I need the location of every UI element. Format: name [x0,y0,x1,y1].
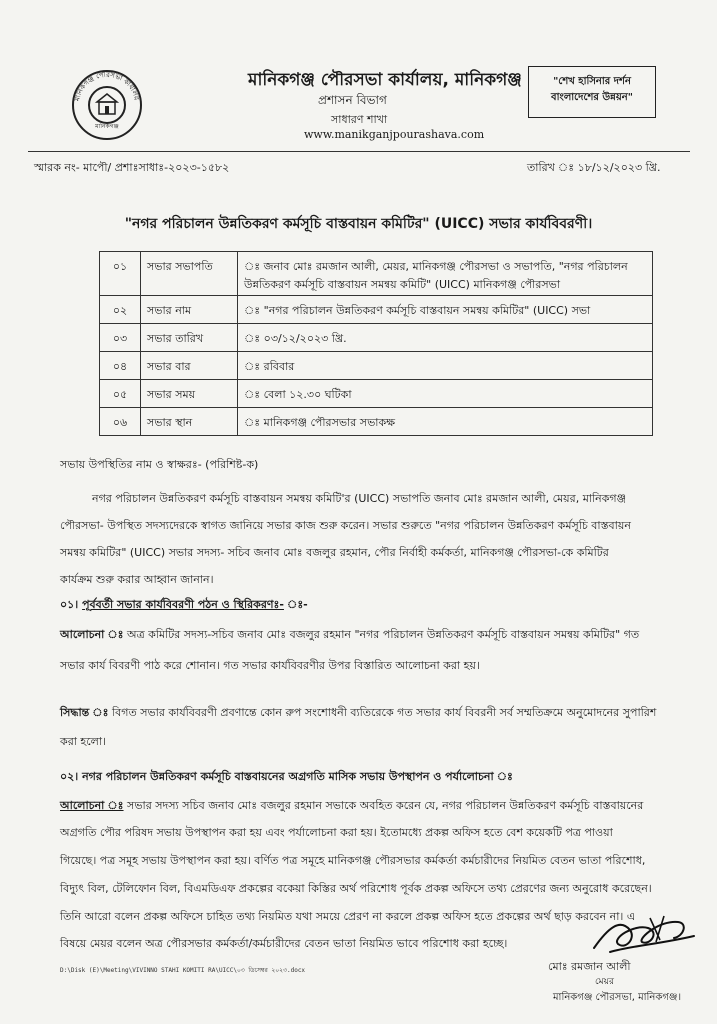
file-path: D:\Disk (E)\Meeting\VIVINNO STAHI KOMITI RA\UICC\০৩ ডিসেম্বর ২০২৩.docx [60,967,306,974]
row-value: ঃ বেলা ১২.৩০ ঘটিকা [238,380,653,408]
table-row [100,252,653,296]
seal-emblem-icon [88,86,126,124]
signer-name: মোঃ রমজান আলী [548,960,631,973]
table-row [100,352,653,380]
agenda-1-number: ০১। [60,598,79,611]
organization-name: মানিকগঞ্জ পৌরসভা কার্যালয়, মানিকগঞ্জ [248,70,522,90]
intro-line: সমন্বয় কমিটির" (UICC) সভার সদস্য- সচিব জনাব মোঃ বজলুর রহমান, পৌর নির্বাহী কর্মকর্তা, মানিকগঞ্জ পৌরসভা-কে কমিটির [60,546,609,559]
table-row [100,408,653,436]
row-number: ০৪ [100,352,141,380]
row-value: ঃ মানিকগঞ্জ পৌরসভার সভাকক্ষ [238,408,653,436]
discussion-text: অত্র কমিটির সদস্য-সচিব জনাব মোঃ বজলুর রহমান "নগর পরিচালন উন্নতিকরণ কর্মসূচি বাস্তবায়ন সমন্বয় কমিটির" গত [127,628,640,641]
agenda-2-title: নগর পরিচালন উন্নতিকরণ কর্মসূচি বাস্তবায়নের অগ্রগতি মাসিক সভায় উপস্থাপন ও পর্যালোচনা ঃ [82,770,513,783]
agenda-1-suffix: ঃ- [283,598,308,611]
document-title: "নগর পরিচালন উন্নতিকরণ কর্মসূচি বাস্তবায়ন কমিটির" (UICC) সভার কার্যবিবরণী। [124,216,593,232]
row-number: ০১ [100,252,141,296]
memo-date: তারিখ ঃ ১৮/১২/২০২৩ খ্রি. [527,161,661,174]
intro-line: পৌরসভা- উপস্থিত সদস্যদেরকে স্বাগত জানিয়ে সভার কাজ শুরু করেন। সভার শুরুতে "নগর পরিচালন উন্নতিকরণ কর্মসূচি বাস্তবায়ন [60,519,631,532]
row-number: ০৫ [100,380,141,408]
signer-post: মেয়র [595,977,614,987]
agenda-1-heading [60,598,308,612]
row-number: ০৩ [100,324,141,352]
seal-bottom-text: মানিকগঞ্জ [95,123,119,130]
row-value-line: ঃ জনাব মোঃ রমজান আলী, মেয়র, মানিকগঞ্জ পৌরসভা ও সভাপতি, "নগর পরিচালন [244,260,628,273]
row-label: সভার সভাপতি [141,252,238,296]
discussion-label: আলোচনা ঃ [60,628,124,641]
row-label: সভার নাম [141,296,238,324]
slogan-line-2: বাংলাদেশের উন্নয়ন" [551,92,633,103]
table-row [100,324,653,352]
row-number: ০২ [100,296,141,324]
row-label: সভার বার [141,352,238,380]
agenda-1-title: পূর্ববর্তী সভার কার্যবিবরণী পঠন ও স্থিরিকরণঃ- [82,598,284,611]
website-link[interactable]: www.manikganjpourashava.com [304,128,485,141]
table-row [100,296,653,324]
intro-line: নগর পরিচালন উন্নতিকরণ কর্মসূচি বাস্তবায়ন সমন্বয় কমিটি'র (UICC) সভাপতি জনাব মোঃ রমজান আলী, মেয়র, মানিকগঞ্জ [92,492,627,505]
row-label: সভার তারিখ [141,324,238,352]
department-name: প্রশাসন বিভাগ [318,93,387,107]
agenda-2-discussion-line [60,799,643,813]
agenda-2-discussion-line: বিষয়ে মেয়র বলেন অত্র পৌরসভার কর্মকর্তা/কর্মচারীদের বেতন ভাতা নিয়মিত ভাবে পরিশোধ করা হচ্ছে। [60,937,508,950]
agenda-1-decision-line: করা হলো। [60,735,106,748]
row-value: ঃ রবিবার [238,352,653,380]
section-name: সাধারণ শাখা [331,113,388,126]
discussion-text: সভার সদস্য সচিব জনাব মোঃ বজলুর রহমান সভাকে অবহিত করেন যে, নগর পরিচালন উন্নতিকরণ কর্মসূচি বাস্তবায়নের [127,799,644,812]
header-divider [28,151,690,152]
agenda-2-heading [60,770,513,784]
row-label: সভার সময় [141,380,238,408]
row-value-line: উন্নতিকরণ কর্মসূচি বাস্তবায়ন সমন্বয় কমিটি" (UICC) মানিকগঞ্জ পৌরসভা [244,278,561,291]
row-number: ০৬ [100,408,141,436]
agenda-1-discussion-line: সভার কার্য বিবরণী পাঠ করে শোনান। গত সভার কার্যবিবরণীর উপর বিস্তারিত আলোচনা করা হয়। [60,659,480,672]
row-label: সভার স্থান [141,408,238,436]
agenda-1-decision-line [60,706,656,720]
discussion-label: আলোচনা ঃ [60,799,124,812]
agenda-2-discussion-line: অগ্রগতি পৌর পরিষদ সভায় উপস্থাপন করা হয় এবং পর্যালোচনা করা হয়। ইতোমধ্যে প্রকল্প অফিস হতে বেশ কয়েকটি পত্র পাওয়া [60,826,613,839]
row-value: ঃ ০৩/১২/২০২৩ খ্রি. [238,324,653,352]
row-value: ঃ "নগর পরিচালন উন্নতিকরণ কর্মসূচি বাস্তবায়ন সমন্বয় কমিটির" (UICC) সভা [238,296,653,324]
svg-text:মানিকগঞ্জ পৌরসভা কার্যালয়: মানিকগঞ্জ পৌরসভা কার্যালয় [73,70,141,102]
agenda-2-number: ০২। [60,770,79,783]
agenda-1-discussion-line [60,628,639,642]
meeting-info-table [99,251,653,436]
slogan-line-1: "শেখ হাসিনার দর্শন [553,76,631,87]
signer-organization: মানিকগঞ্জ পৌরসভা, মানিকগঞ্জ। [553,992,682,1003]
decision-label: সিদ্ধান্ত ঃ [60,706,109,719]
municipality-seal [72,70,142,140]
intro-line: কার্যক্রম শুরু করার আহ্বান জানান। [60,573,214,586]
row-value [238,252,653,296]
agenda-2-discussion-line: গিয়েছে। পত্র সমূহ সভায় উপস্থাপন করা হয়। বর্ণিত পত্র সমূহে মানিকগঞ্জ পৌরসভার কর্মকর্তা কর্মচারীদের নিয়মিত বেতন ভাতা পরিশোধ, [60,854,646,867]
attendance-note: সভায় উপস্থিতির নাম ও স্বাক্ষরঃ- (পরিশিষ্ট-ক) [60,458,259,471]
slogan-box [528,66,656,118]
agenda-2-discussion-line: বিদ্যুৎ বিল, টেলিফোন বিল, বিএমডিএফ প্রকল্পের বকেয়া কিস্তির অর্থ পরিশোধ পূর্বক প্রকল্প অফিসে তথ্য প্রেরণের জন্য অনুরোধ করেছেন। [60,882,652,895]
memo-number: স্মারক নং- মাপৌ/ প্রশাঃসাধাঃ-২০২৩-১৫৮২ [34,161,230,174]
table-row [100,380,653,408]
agenda-2-discussion-line: তিনি আরো বলেন প্রকল্প অফিসে চাহিত তথ্য নিয়মিত যথা সময়ে প্রেরণ না করলে প্রকল্প অফিস হতে প্রকল্পের অর্থ ছাড় করবেন না। এ [60,910,636,923]
signature-icon [590,910,700,958]
decision-text: বিগত সভার কার্যবিবরণী প্রবণান্তে কোন রুপ সংশোধনী ব্যতিরেকে গত সভার কার্য বিবরনী সর্ব সম্মতিক্রমে অনুমোদনের সুপারিশ [111,706,657,719]
